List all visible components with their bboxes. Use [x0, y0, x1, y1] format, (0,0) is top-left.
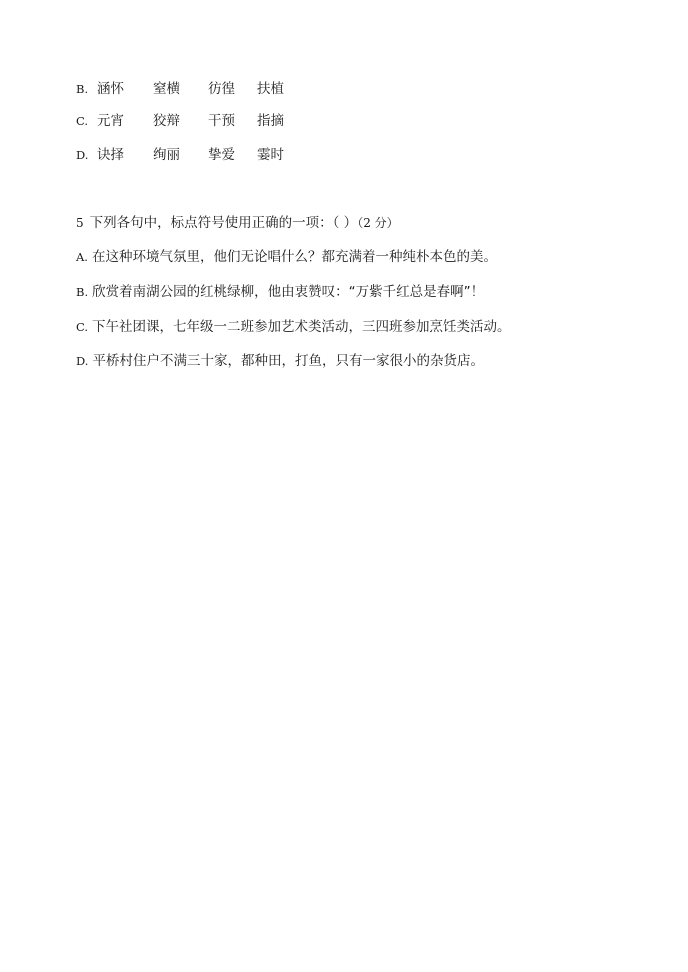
- question-5-option-d: [76, 352, 484, 370]
- option-text: 在这种环境气氛里，他们无论唱什么？都充满着一种纯朴本色的美。: [91, 249, 497, 265]
- question-5-option-a: [76, 248, 497, 266]
- question-score: （2 分）: [357, 216, 399, 230]
- option-word: 窒横: [153, 81, 180, 97]
- question-text: 下列各句中，标点符号使用正确的一项：（ ）: [89, 215, 358, 231]
- option-word: 诀择: [97, 147, 124, 163]
- option-letter: C.: [76, 320, 89, 334]
- option-letter: C.: [76, 114, 89, 128]
- option-word: 挚爱: [208, 147, 235, 163]
- option-word: 元宵: [97, 113, 124, 129]
- option-letter: D.: [76, 354, 89, 368]
- word-option-d: [76, 146, 284, 164]
- word-option-c: [76, 112, 284, 130]
- option-text: 平桥村住户不满三十家，都种田，打鱼，只有一家很小的杂货店。: [92, 353, 484, 369]
- option-letter: A.: [76, 250, 88, 264]
- option-word: 彷徨: [208, 81, 235, 97]
- option-text: 欣赏着南湖公园的红桃绿柳，他由衷赞叹：“万紫千红总是春啊”！: [92, 284, 485, 300]
- option-letter: B.: [76, 82, 89, 96]
- question-number: 5: [76, 216, 84, 230]
- option-word: 涵怀: [97, 81, 124, 97]
- option-word: 绚丽: [153, 147, 180, 163]
- option-text: 下午社团课，七年级一二班参加艺术类活动，三四班参加烹饪类活动。: [92, 319, 511, 335]
- option-word: 干预: [208, 113, 235, 129]
- option-word: 指摘: [257, 113, 284, 129]
- question-5-option-c: [76, 318, 511, 336]
- question-5-stem: [76, 214, 399, 232]
- option-word: 霎时: [257, 147, 284, 163]
- word-option-b: [76, 80, 284, 98]
- option-word: 狡辩: [153, 113, 180, 129]
- question-5-option-b: [76, 283, 484, 301]
- option-letter: D.: [76, 148, 89, 162]
- option-word: 扶植: [257, 81, 284, 97]
- option-letter: B.: [76, 285, 89, 299]
